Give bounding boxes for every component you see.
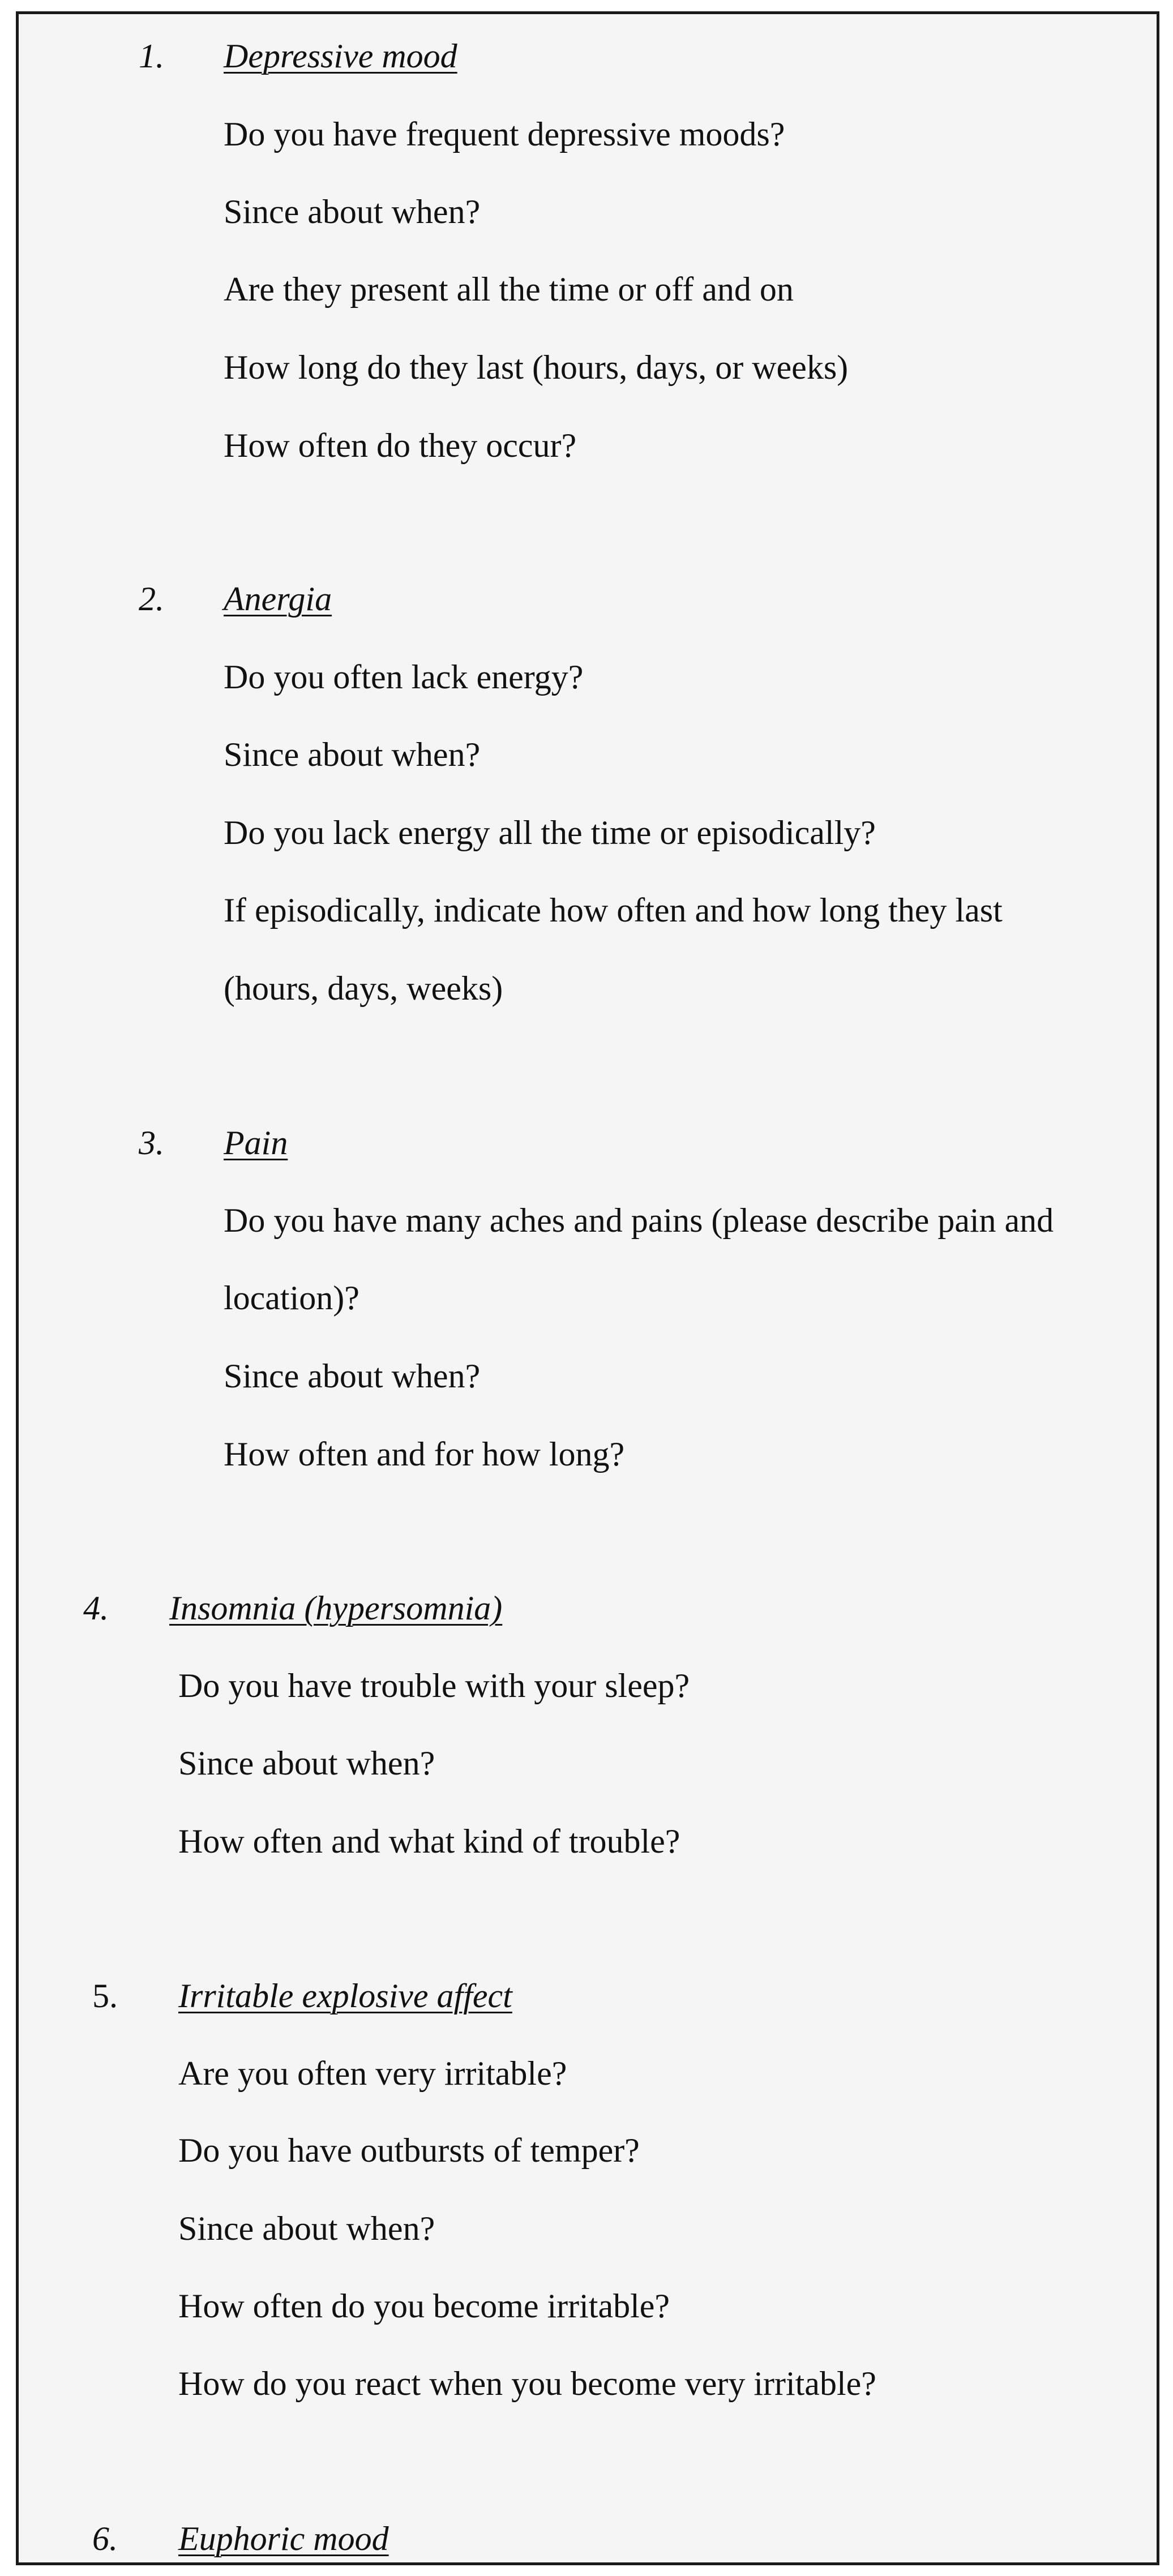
section-heading: Irritable explosive affect bbox=[178, 1977, 512, 2014]
questionnaire-frame bbox=[16, 11, 1159, 2565]
question: Since about when? bbox=[224, 193, 481, 230]
section-heading: Euphoric mood bbox=[178, 2520, 389, 2557]
question: Do you have frequent depressive moods? bbox=[224, 115, 785, 153]
section-number: 5. bbox=[92, 1977, 118, 2014]
section-number: 4. bbox=[83, 1589, 109, 1627]
question: Do you often lack energy? bbox=[224, 658, 584, 696]
question: How often do you become irritable? bbox=[178, 2287, 670, 2325]
section-number: 2. bbox=[139, 580, 164, 618]
question: Do you have trouble with your sleep? bbox=[178, 1667, 690, 1704]
question: How do you react when you become very irritable? bbox=[178, 2365, 876, 2402]
section-number: 3. bbox=[139, 1124, 164, 1161]
section-heading: Insomnia (hypersomnia) bbox=[169, 1589, 503, 1627]
section-heading: Pain bbox=[224, 1124, 288, 1161]
section-number: 1. bbox=[139, 37, 164, 75]
question: Are they present all the time or off and on bbox=[224, 271, 794, 308]
question: Since about when? bbox=[178, 2210, 435, 2247]
question: How often and what kind of trouble? bbox=[178, 1823, 680, 1860]
section-heading: Anergia bbox=[224, 580, 332, 618]
question: If episodically, indicate how often and how long they last bbox=[224, 891, 1003, 929]
question: How often do they occur? bbox=[224, 427, 577, 464]
section-number: 6. bbox=[92, 2520, 118, 2557]
section-heading: Depressive mood bbox=[224, 37, 457, 75]
question: Do you have outbursts of temper? bbox=[178, 2132, 640, 2169]
question: Do you have many aches and pains (please describe pain and bbox=[224, 1202, 1054, 1239]
question: Do you lack energy all the time or episodically? bbox=[224, 814, 876, 851]
question: location)? bbox=[224, 1279, 359, 1317]
question: Since about when? bbox=[178, 1745, 435, 1782]
question: How long do they last (hours, days, or weeks) bbox=[224, 349, 849, 386]
question: Since about when? bbox=[224, 736, 481, 773]
question: Are you often very irritable? bbox=[178, 2055, 567, 2092]
question: How often and for how long? bbox=[224, 1435, 625, 1473]
question: Since about when? bbox=[224, 1357, 481, 1395]
question: (hours, days, weeks) bbox=[224, 970, 503, 1007]
